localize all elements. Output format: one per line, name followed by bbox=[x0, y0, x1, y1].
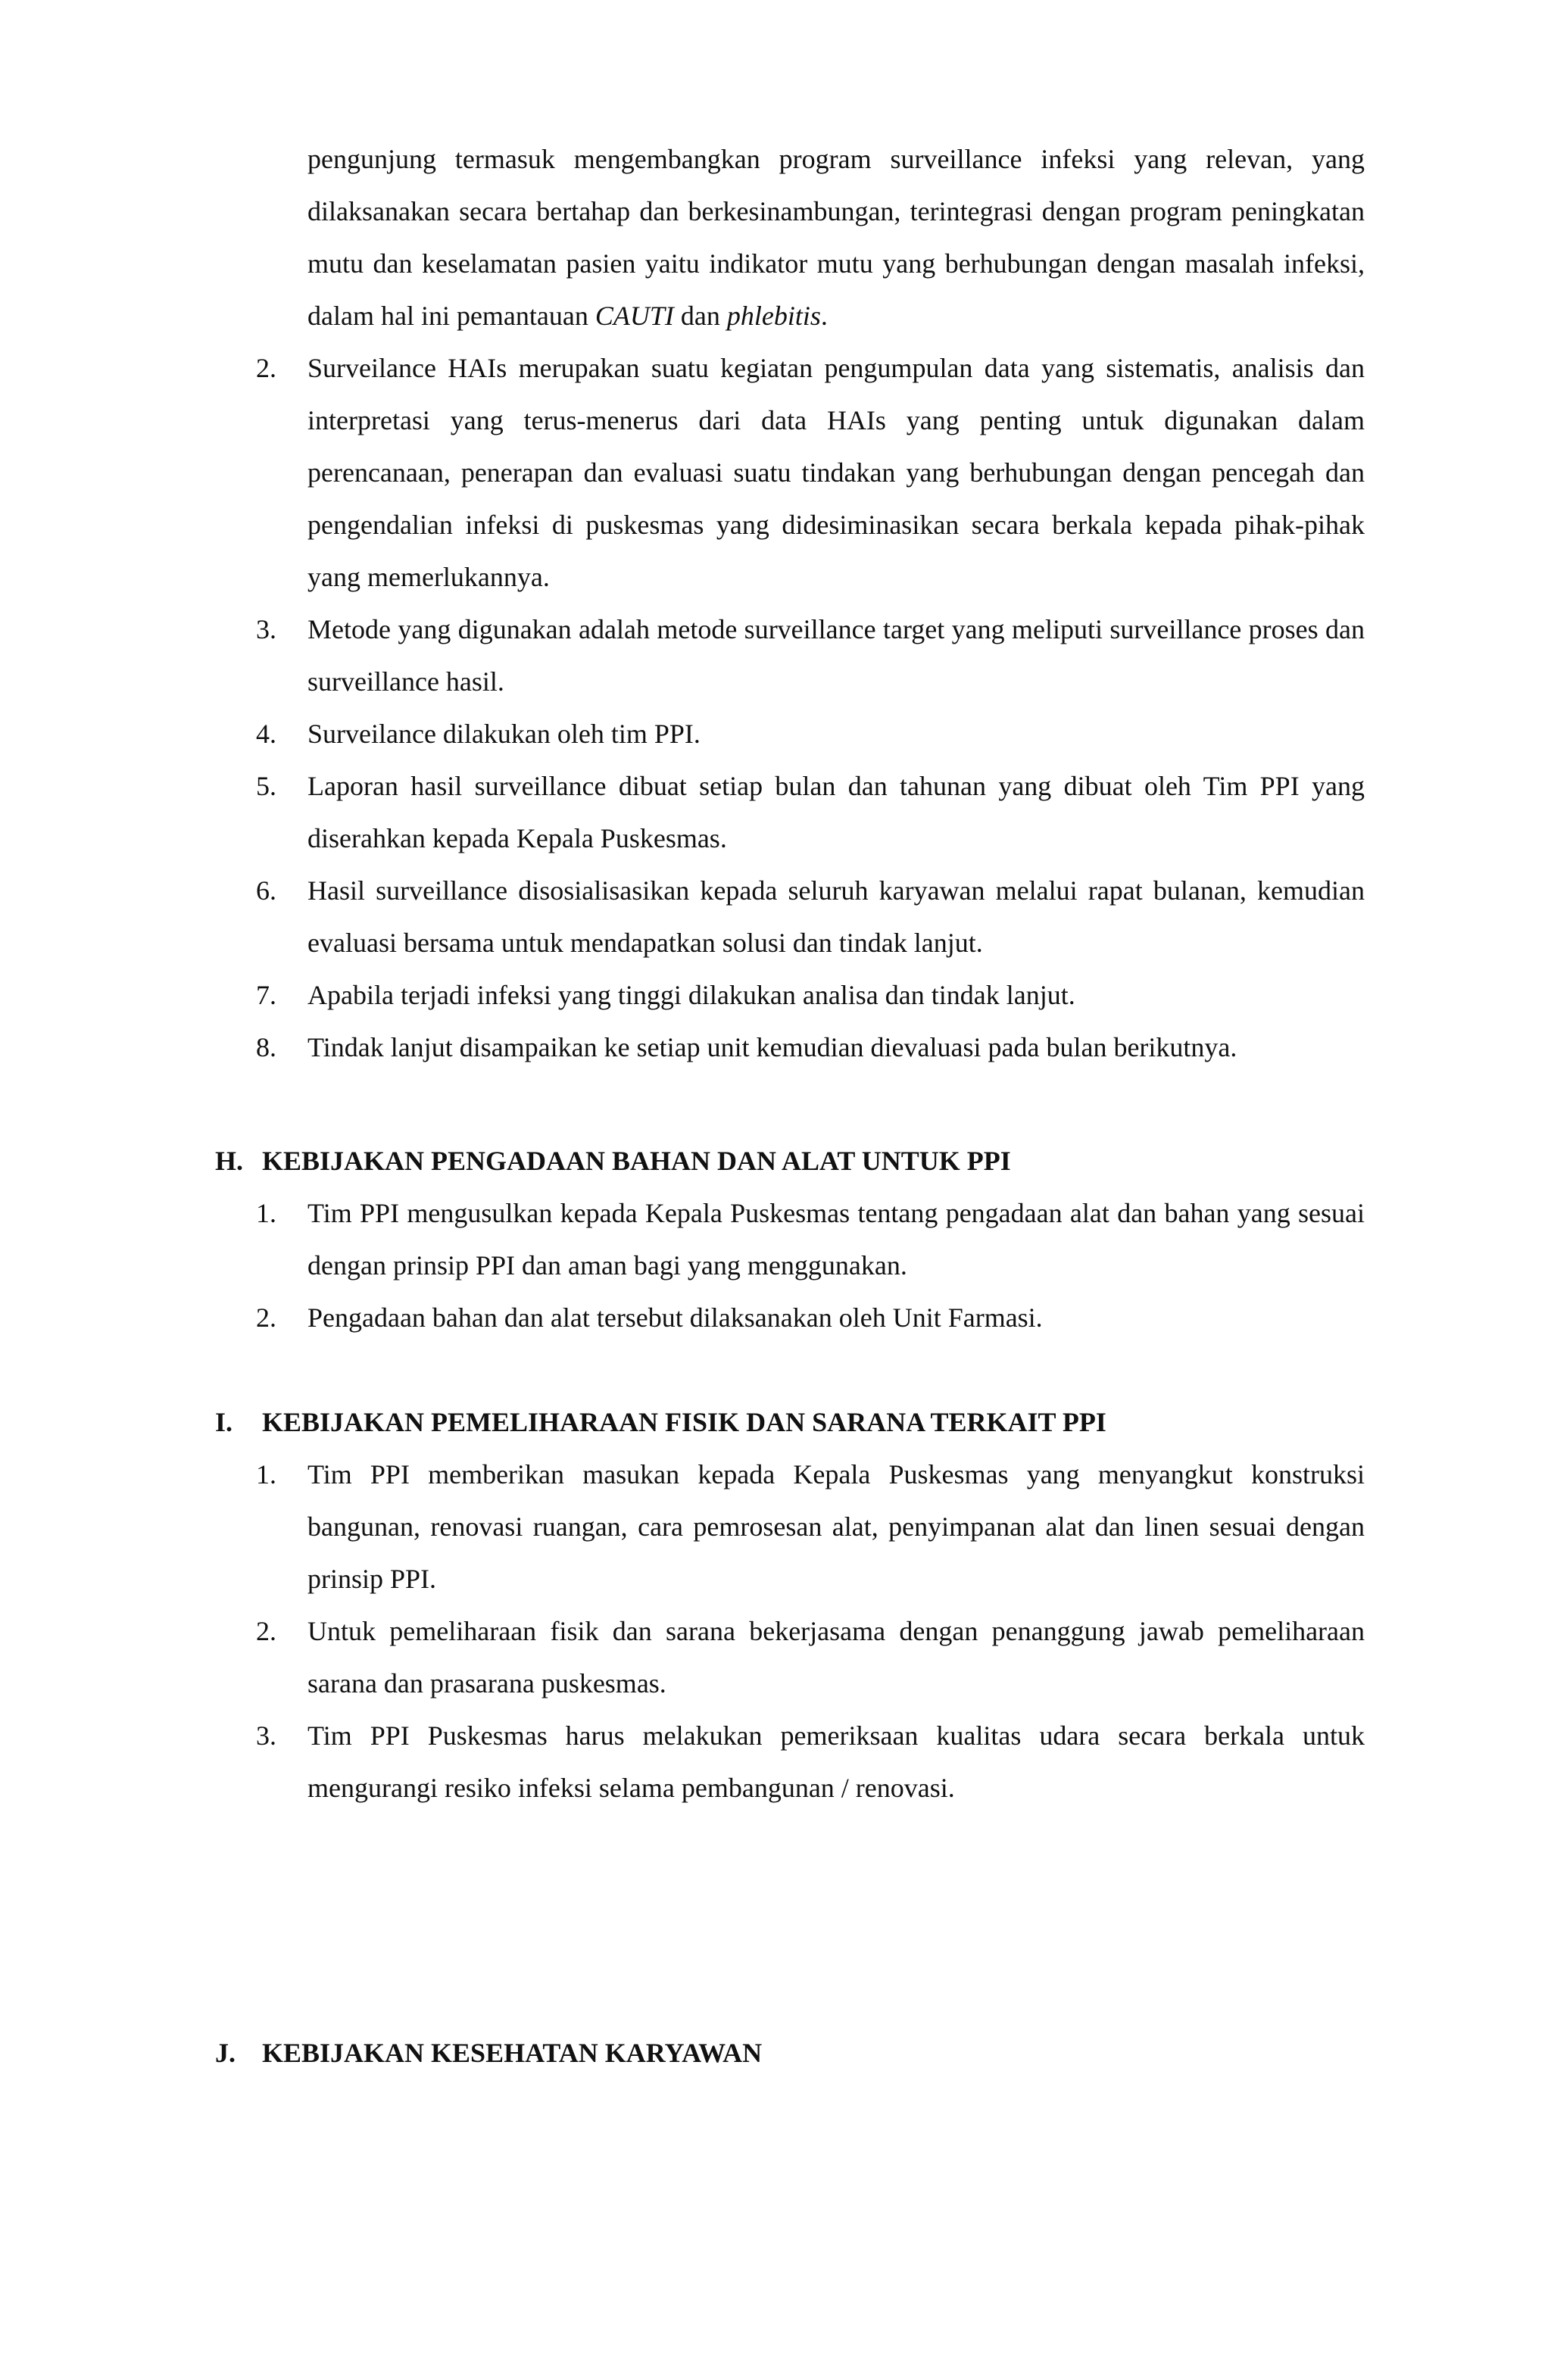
phlebitis-term: phlebitis bbox=[726, 301, 821, 331]
section-heading-j bbox=[215, 2027, 762, 2079]
list-item-text: Laporan hasil surveillance dibuat setiap bulan dan tahunan yang dibuat oleh Tim PPI yang diserahkan kepada Kepala Puskesmas. bbox=[307, 771, 1365, 853]
list-item-text: Untuk pemeliharaan fisik dan sarana bekerjasama dengan penanggung jawab pemeliharaan sarana dan prasarana puskesmas. bbox=[307, 1616, 1365, 1698]
list-item-text: Metode yang digunakan adalah metode surveillance target yang meliputi surveillance proses dan surveillance hasil. bbox=[307, 614, 1365, 697]
surveillance-list bbox=[0, 342, 1551, 1074]
list-item bbox=[0, 1187, 1551, 1292]
list-item-text: Tim PPI Puskesmas harus melakukan pemeriksaan kualitas udara secara berkala untuk mengurangi resiko infeksi selama pembangunan / renovasi. bbox=[307, 1720, 1365, 1803]
list-item bbox=[0, 760, 1551, 865]
list-item-text: Pengadaan bahan dan alat tersebut dilaksanakan oleh Unit Farmasi. bbox=[307, 1302, 1043, 1333]
intro-conjunction: dan bbox=[673, 301, 727, 331]
list-item bbox=[0, 708, 1551, 760]
cauti-term: CAUTI bbox=[594, 301, 674, 331]
section-heading-i bbox=[215, 1396, 1106, 1449]
list-item-number: 7. bbox=[256, 980, 276, 1010]
list-item bbox=[0, 342, 1551, 604]
list-item-number: 2. bbox=[256, 1302, 276, 1333]
list-item bbox=[0, 133, 1551, 342]
section-letter: I. bbox=[215, 1407, 233, 1437]
list-item bbox=[0, 969, 1551, 1022]
section-title: KEBIJAKAN PEMELIHARAAN FISIK DAN SARANA TERKAIT PPI bbox=[262, 1407, 1106, 1437]
list-item-number: 8. bbox=[256, 1032, 276, 1062]
section-title: KEBIJAKAN KESEHATAN KARYAWAN bbox=[262, 2038, 763, 2068]
list-item-number: 3. bbox=[256, 1720, 276, 1751]
list-item-text: Hasil surveillance disosialisasikan kepada seluruh karyawan melalui rapat bulanan, kemudian evaluasi bersama untuk mendapatkan solusi dan tindak lanjut. bbox=[307, 875, 1365, 958]
list-item-text: Tim PPI mengusulkan kepada Kepala Puskesmas tentang pengadaan alat dan bahan yang sesuai dengan prinsip PPI dan aman bagi yang menggunakan. bbox=[307, 1198, 1365, 1280]
list-item bbox=[0, 1710, 1551, 1814]
intro-end: . bbox=[820, 301, 828, 331]
section-title: KEBIJAKAN PENGADAAN BAHAN DAN ALAT UNTUK PPI bbox=[262, 1146, 1011, 1176]
list-item-number: 4. bbox=[256, 719, 276, 749]
list-item-text: Surveilance HAIs merupakan suatu kegiatan pengumpulan data yang sistematis, analisis dan interpretasi yang terus-menerus dari data HAIs yang penting untuk digunakan dalam perencanaan, penerapan dan evaluasi suatu tindakan yang berhubungan dengan pencegah dan pengendalian infeksi di puskesmas yang didesiminasikan secara berkala kepada pihak-pihak yang memerlukannya. bbox=[307, 353, 1365, 592]
list-item-number: 5. bbox=[256, 771, 276, 801]
list-item-text: Tim PPI memberikan masukan kepada Kepala Puskesmas yang menyangkut konstruksi bangunan, renovasi ruangan, cara pemrosesan alat, penyimpanan alat dan linen sesuai dengan prinsip PPI. bbox=[307, 1459, 1365, 1594]
list-item-text bbox=[307, 133, 1365, 342]
intro-text: pengunjung termasuk mengembangkan program surveillance infeksi yang relevan, yang dilaksanakan secara bertahap dan berkesinambungan, terintegrasi dengan program peningkatan mutu dan keselamatan pasien yaitu indikator mutu yang berhubungan dengan masalah infeksi, dalam hal ini pemantauan bbox=[307, 144, 1365, 331]
list-item-number: 1. bbox=[256, 1459, 276, 1489]
list-item-number: 6. bbox=[256, 875, 276, 906]
list-item-text: Tindak lanjut disampaikan ke setiap unit kemudian dievaluasi pada bulan berikutnya. bbox=[307, 1032, 1237, 1062]
list-item-number: 3. bbox=[256, 614, 276, 644]
section-letter: H. bbox=[215, 1146, 244, 1176]
list-item-number: 2. bbox=[256, 353, 276, 383]
section-h-list bbox=[0, 1187, 1551, 1344]
list-item bbox=[0, 1292, 1551, 1344]
list-item bbox=[0, 1022, 1551, 1074]
list-item bbox=[0, 1449, 1551, 1605]
section-letter: J. bbox=[215, 2038, 236, 2068]
section-heading-h bbox=[215, 1135, 1011, 1187]
list-item bbox=[0, 604, 1551, 708]
list-item-number: 2. bbox=[256, 1616, 276, 1646]
intro-paragraph bbox=[0, 133, 1551, 342]
list-item-number: 1. bbox=[256, 1198, 276, 1228]
list-item bbox=[0, 1605, 1551, 1710]
list-item-text: Surveilance dilakukan oleh tim PPI. bbox=[307, 719, 701, 749]
section-i-list bbox=[0, 1449, 1551, 1814]
list-item-text: Apabila terjadi infeksi yang tinggi dilakukan analisa dan tindak lanjut. bbox=[307, 980, 1075, 1010]
list-item bbox=[0, 865, 1551, 969]
